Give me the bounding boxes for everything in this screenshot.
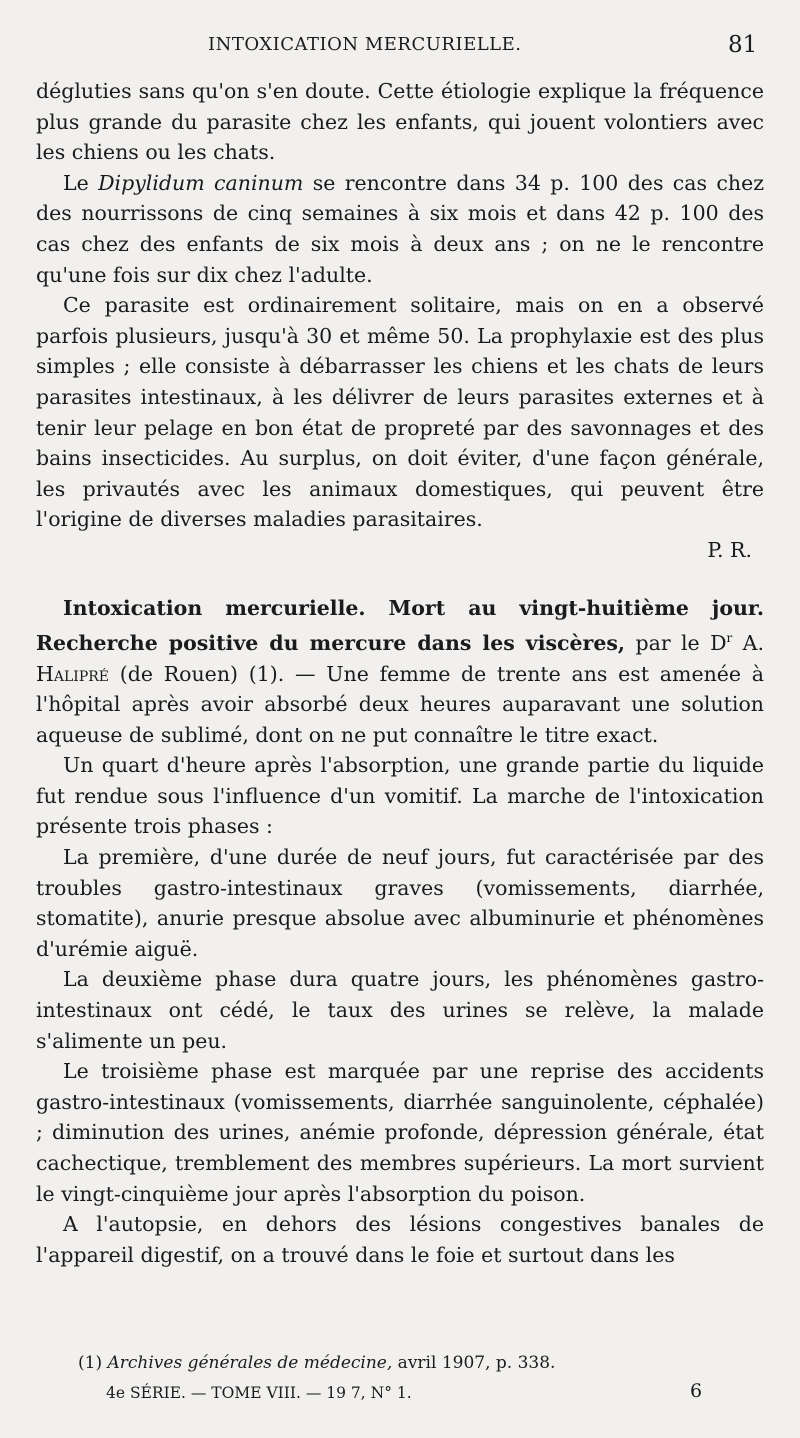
author-prefix-sup: r — [726, 631, 733, 646]
footnote: (1) Archives générales de médecine, avril 1907, p. 338. — [78, 1353, 556, 1373]
author-name: Halipré — [36, 661, 109, 686]
signature-mark: 6 — [690, 1380, 703, 1402]
series-line: 4e SÉRIE. — TOME VIII. — 19 7, N° 1. — [106, 1384, 412, 1402]
paragraph: Le Dipylidum caninum se rencontre dans 34 p. 100 des cas chez des nourrissons de cinq semaines à six mois et dans 42 p. 100 des cas chez des enfants de six mois à deux ans ; on ne le rencontre qu'une fois sur dix chez l'adulte. — [36, 170, 764, 287]
article-title: Intoxication mercurielle. Mort au vingt-huitième jour. Recherche positive du mercure dans les viscères, — [36, 595, 764, 655]
running-title: INTOXICATION MERCURIELLE. — [208, 34, 522, 55]
paragraph: La deuxième phase dura quatre jours, les phénomènes gastro-intestinaux ont cédé, le taux des urines se relève, la malade s'alimente un peu. — [36, 967, 764, 1053]
paragraph: Ce parasite est ordinairement solitaire, mais on en a observé parfois plusieurs, jusqu'à 30 et même 50. La prophylaxie est des plus simples ; elle consiste à débarrasser les chiens et les chats de leurs parasites intestinaux, à les délivrer de leurs parasites externes et à tenir leur pelage en bon état de propreté par des savonnages et des bains insecticides. Au surplus, on doit éviter, d'une façon générale, les privautés avec les animaux domestiques, qui peuvent être l'origine de diverses maladies parasitaires. — [36, 293, 764, 532]
page-number: 81 — [728, 32, 758, 58]
author-initials: P. R. — [707, 537, 752, 562]
paragraph: A l'autopsie, en dehors des lésions congestives banales de l'appareil digestif, on a trouvé dans le foie et surtout dans les — [36, 1212, 764, 1267]
paragraph: La première, d'une durée de neuf jours, fut caractérisée par des troubles gastro-intestinaux graves (vomissements, diarrhée, stomatite), anurie presque absolue avec albuminurie et phénomènes d'urémie aiguë. — [36, 845, 764, 961]
article-heading: Intoxication mercurielle. Mort au vingt-huitième jour. Recherche positive du mercure dans les viscères, par le $D^r$ A. Halipré (de Rouen) (1). — Une femme de trente ans est amenée à l'hôpital après avoir absorbé deux heures auparavant une solution aqueuse de sublimé, dont on ne put connaître le titre exact. — [36, 595, 764, 747]
page-body — [36, 76, 764, 1270]
paragraph: dégluties sans qu'on s'en doute. Cette étiologie explique la fréquence plus grande du parasite chez les enfants, qui jouent volontiers avec les chiens ou les chats. — [36, 79, 764, 165]
page-header — [0, 34, 800, 62]
page-footer — [0, 1380, 800, 1410]
species-name: Dipylidum caninum — [98, 170, 304, 195]
paragraph: Le troisième phase est marquée par une reprise des accidents gastro-intestinaux (vomissements, diarrhée sanguinolente, céphalée) ; diminution des urines, anémie profonde, dépression générale, état cachectique, tremblement des membres supérieurs. La mort survient le vingt-cinquième jour après l'absorption du poison. — [36, 1059, 764, 1206]
paragraph: Un quart d'heure après l'absorption, une grande partie du liquide fut rendue sous l'influence d'un vomitif. La marche de l'intoxication présente trois phases : — [36, 753, 764, 839]
journal-title: Archives générales de médecine, — [107, 1353, 393, 1373]
footnote-ref: (1). — [248, 661, 285, 686]
author-prefix: D — [710, 630, 727, 655]
